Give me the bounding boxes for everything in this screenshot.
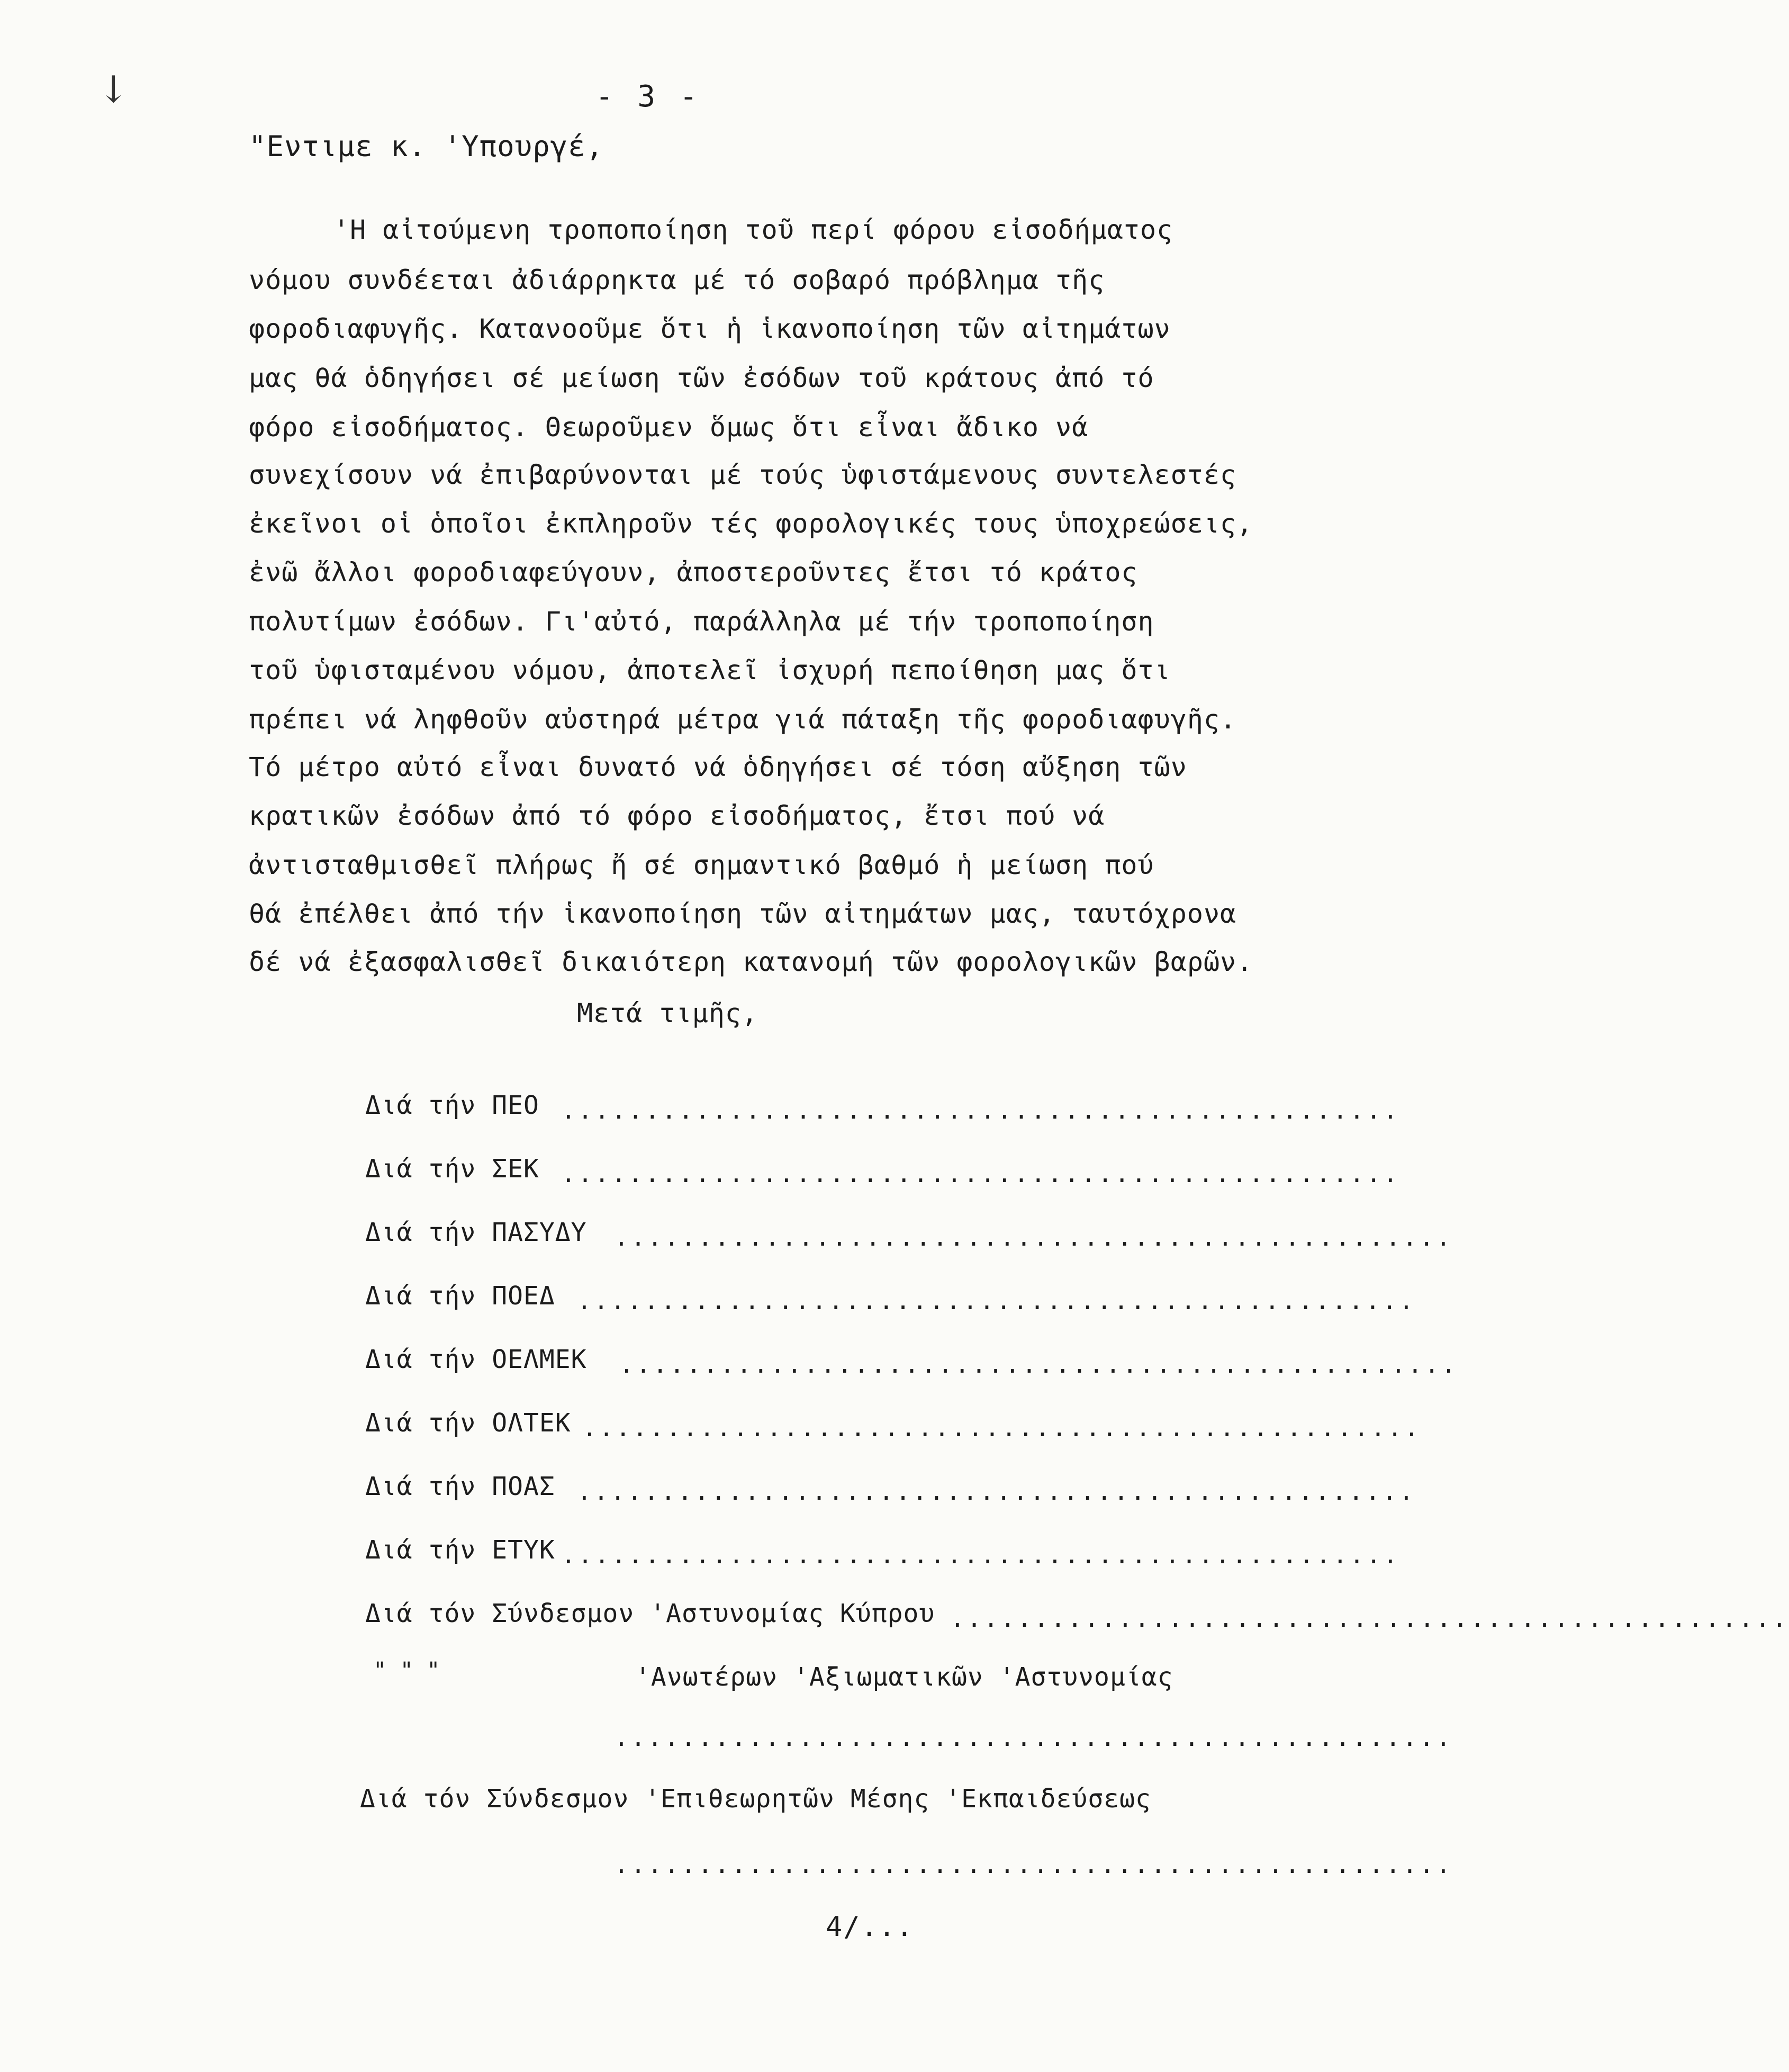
corner-mark: ↓ [98,68,129,111]
ditto-marks: " " " [373,1657,440,1683]
signatory-sek: Διά τήν ΣΕΚ [365,1154,539,1184]
dot-leader: .................................................. [619,1350,1458,1379]
signatory-senior-officers: 'Ανωτέρων 'Αξιωματικῶν 'Αστυνομίας [635,1662,1173,1692]
body-line: κρατικῶν ἐσόδων ἀπό τό φόρο εἰσοδήματος, ἔτσι πού νά [249,800,1105,831]
dot-leader: .................................................. [582,1413,1421,1442]
dot-leader: .................................................. [614,1223,1453,1251]
dot-leader: .................................................. [577,1286,1416,1315]
signatory-peo: Διά τήν ΠΕΟ [365,1091,539,1120]
signatory-pasydy: Διά τήν ΠΑΣΥΔΥ [365,1218,587,1247]
dot-leader: .................................................. [577,1477,1416,1506]
dot-leader: .................................................. [561,1096,1400,1124]
continuation-marker: 4/... [826,1911,914,1943]
signatory-oltek: Διά τήν ΟΛΤΕΚ [365,1408,571,1438]
body-line: θά ἐπέλθει ἀπό τήν ἱκανοποίηση τῶν αἰτημάτων μας, ταυτόχρονα [249,898,1237,929]
salutation: "Εντιμε κ. 'Υπουργέ, [249,130,604,163]
closing: Μετά τιμῆς, [577,998,758,1029]
signatory-inspectors: Διά τόν Σύνδεσμον 'Επιθεωρητῶν Μέσης 'Εκπαιδεύσεως [360,1784,1151,1814]
body-line: μας θά ὁδηγήσει σέ μείωση τῶν ἐσόδων τοῦ κράτους ἀπό τό [249,363,1154,393]
body-line: φοροδιαφυγῆς. Κατανοοῦμε ὅτι ἡ ἱκανοποίηση τῶν αἰτημάτων [249,313,1171,344]
body-line: συνεχίσουν νά ἐπιβαρύνονται μέ τούς ὑφιστάμενους συντελεστές [249,460,1237,490]
page-number: - 3 - [595,79,701,114]
dot-leader: .................................................. [614,1723,1453,1752]
dot-leader: .................................................. [561,1159,1400,1188]
body-line: πολυτίμων ἐσόδων. Γι'αὐτό, παράλληλα μέ τήν τροποποίηση [249,606,1154,637]
body-line: ἐνῶ ἄλλοι φοροδιαφεύγουν, ἀποστεροῦντες ἔτσι τό κράτος [249,557,1138,588]
signatory-police-association: Διά τόν Σύνδεσμον 'Αστυνομίας Κύπρου [365,1599,935,1628]
body-line: Τό μέτρο αὐτό εἶναι δυνατό νά ὁδηγήσει σέ τόση αὔξηση τῶν [249,752,1187,782]
body-line: φόρο εἰσοδήματος. Θεωροῦμεν ὅμως ὅτι εἶναι ἄδικο νά [249,412,1089,443]
body-line: 'Η αἰτούμενη τροποποίηση τοῦ περί φόρου εἰσοδήματος [333,214,1173,245]
body-line: πρέπει νά ληφθοῦν αὐστηρά μέτρα γιά πάταξη τῆς φοροδιαφυγῆς. [249,704,1237,735]
body-line: τοῦ ὑφισταμένου νόμου, ἀποτελεῖ ἰσχυρή πεποίθηση μας ὅτι [249,655,1171,686]
signatory-poas: Διά τήν ΠΟΑΣ [365,1472,555,1501]
signatory-oelmek: Διά τήν ΟΕΛΜΕΚ [365,1345,587,1374]
dot-leader: .................................................. [561,1541,1400,1569]
body-line: νόμου συνδέεται ἀδιάρρηκτα μέ τό σοβαρό πρόβλημα τῆς [249,265,1105,295]
body-line: ἐκεῖνοι οἱ ὁποῖοι ἐκπληροῦν τές φορολογικές τους ὑποχρεώσεις, [249,508,1253,539]
dot-leader: .................................................. [614,1850,1453,1879]
signatory-poed: Διά τήν ΠΟΕΔ [365,1281,555,1311]
signatory-etyk: Διά τήν ΕΤΥΚ [365,1535,555,1565]
body-line: ἀντισταθμισθεῖ πλήρως ἤ σέ σημαντικό βαθμό ἡ μείωση πού [249,850,1154,880]
dot-leader: .................................................. [950,1604,1789,1633]
body-line: δέ νά ἐξασφαλισθεῖ δικαιότερη κατανομή τῶν φορολογικῶν βαρῶν. [249,947,1253,977]
